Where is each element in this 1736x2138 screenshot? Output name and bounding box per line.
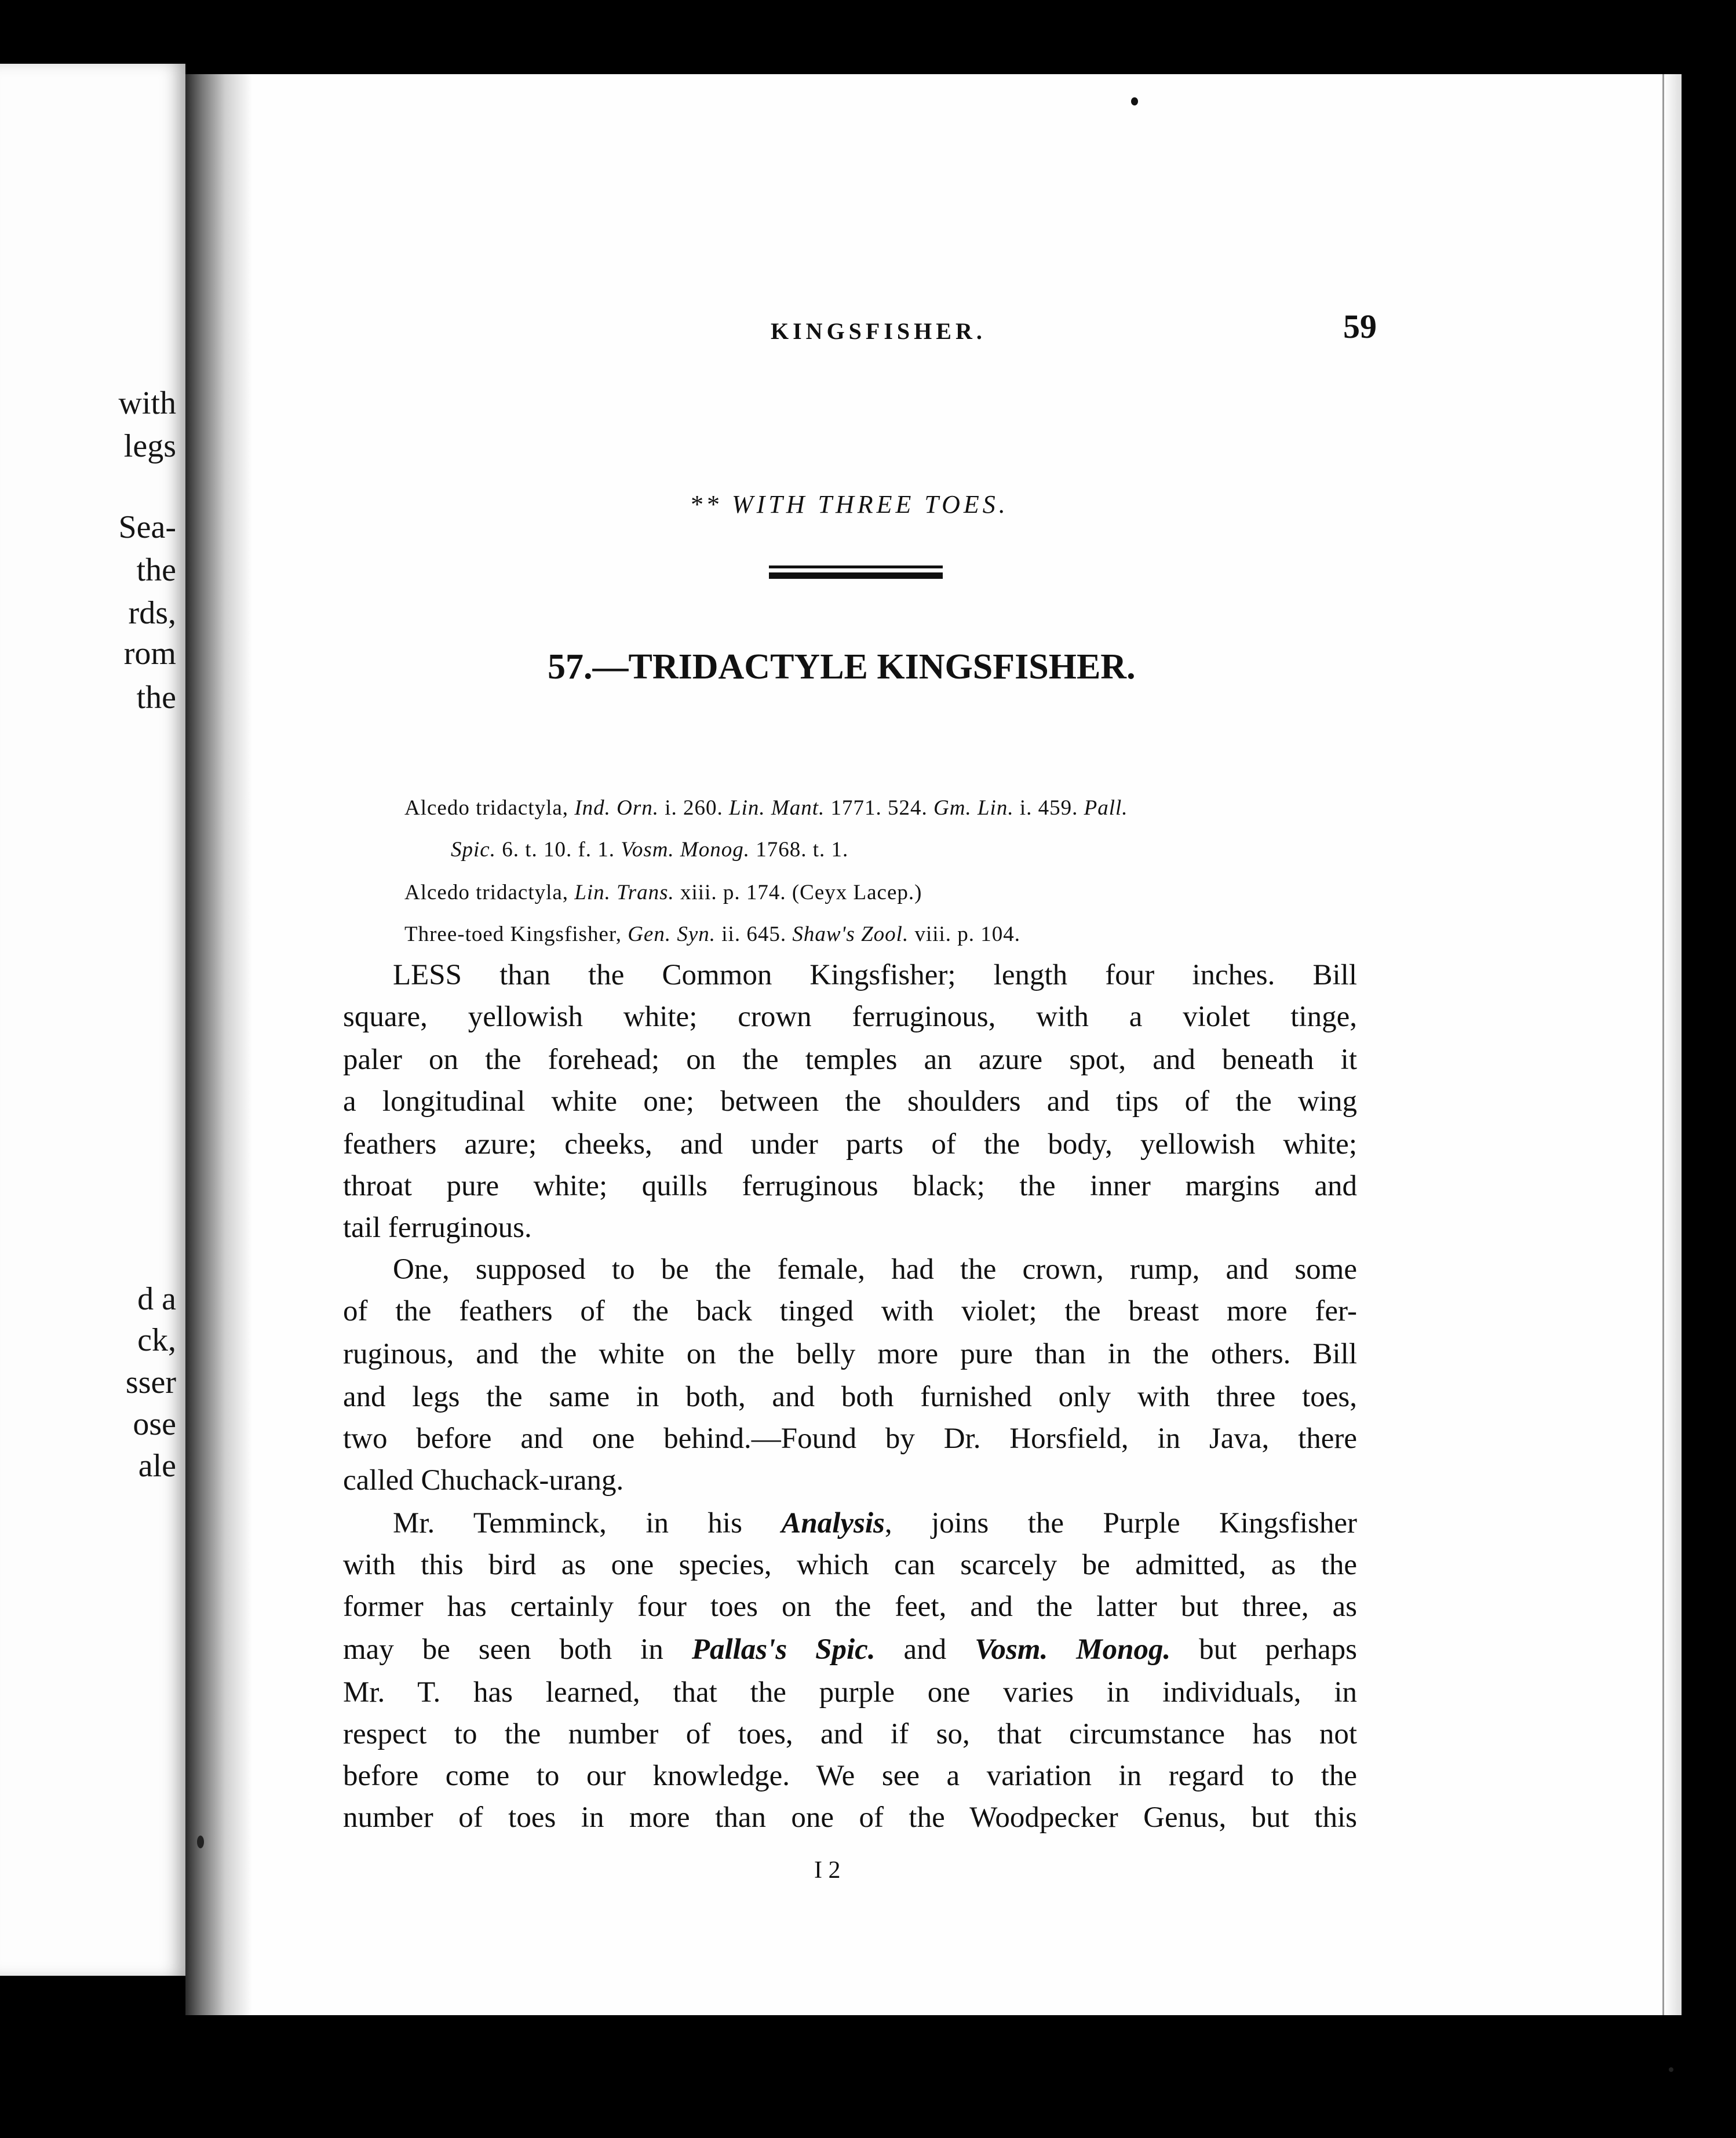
section-heading: ** WITH THREE TOES.: [690, 490, 1009, 519]
text-run: tail ferruginous.: [343, 1212, 532, 1244]
left-page-line: ale: [138, 1448, 176, 1484]
text-run: two before and one behind.—Found by Dr. Horsfield, in Java, there: [343, 1422, 1357, 1455]
text-run: Pall.: [1084, 796, 1128, 820]
gutter-shadow: [185, 74, 252, 2015]
text-run: viii. p. 104.: [909, 922, 1021, 946]
text-run: with this bird as one species, which can scarcely be admitted, as the: [343, 1549, 1357, 1581]
synonymy-line: [404, 882, 922, 903]
text-run: Lin. Trans.: [574, 881, 674, 904]
ornamental-rule-thin: [769, 565, 943, 568]
ornamental-rule-thick: [769, 572, 943, 579]
scan-speck: [197, 1836, 204, 1848]
body-line: [343, 1424, 1357, 1454]
left-page-line: d a: [137, 1281, 176, 1317]
left-facing-page: [0, 64, 185, 1976]
text-run: ruginous, and the white on the belly more pure than in the others. Bill: [343, 1338, 1357, 1370]
text-run: Vosm. Monog.: [975, 1633, 1171, 1666]
body-line: [343, 1720, 1357, 1749]
text-run: xiii. p. 174. (Ceyx Lacep.): [674, 881, 922, 904]
text-run: i. 260.: [659, 796, 730, 820]
scan-speck: [1669, 2067, 1673, 2072]
synonymy-line: [404, 797, 1128, 819]
body-line: [343, 961, 1357, 990]
left-page-line: ck,: [137, 1322, 176, 1358]
book-page: [185, 74, 1682, 2015]
body-line: [343, 1045, 1357, 1075]
text-run: One, supposed to be the female, had the crown, rump, and some: [393, 1253, 1357, 1286]
article-title: 57.—TRIDACTYLE KINGSFISHER.: [548, 647, 1136, 687]
text-run: and legs the same in both, and both furnished only with three toes,: [343, 1381, 1357, 1413]
text-run: Shaw's Zool.: [792, 922, 909, 946]
body-line: [343, 1761, 1357, 1791]
text-run: Gm. Lin.: [933, 796, 1014, 820]
left-page-line: sser: [125, 1364, 176, 1400]
text-run: but perhaps: [1170, 1633, 1358, 1666]
left-page-line: legs: [123, 428, 176, 464]
page-number: 59: [1343, 308, 1377, 345]
text-run: respect to the number of toes, and if so, that circumstance has not: [343, 1718, 1357, 1750]
signature-mark: I 2: [814, 1857, 841, 1884]
text-run: number of toes in more than one of the Woodpecker Genus, but this: [343, 1801, 1357, 1834]
text-run: i. 459.: [1013, 796, 1084, 820]
text-run: paler on the forehead; on the temples an azure spot, and beneath it: [343, 1044, 1357, 1076]
text-run: 1771. 524.: [825, 796, 934, 820]
text-run: before come to our knowledge. We see a variation in regard to the: [343, 1760, 1357, 1792]
text-run: 1768. t. 1.: [750, 838, 849, 862]
page-edge: [1662, 74, 1682, 2015]
body-line: [343, 1002, 1357, 1032]
print-dot: [1131, 97, 1138, 105]
text-run: LESS than the Common Kingsfisher; length four inches. Bill: [393, 959, 1357, 991]
text-run: Alcedo tridactyla,: [404, 881, 575, 904]
left-page-line: the: [136, 680, 176, 716]
body-line: [343, 1297, 1357, 1326]
body-line: [343, 1466, 1357, 1495]
body-line: [343, 1635, 1357, 1665]
left-page-line: with: [118, 385, 176, 421]
body-line: [343, 1803, 1357, 1833]
body-line: [343, 1130, 1357, 1159]
body-line: [343, 1255, 1357, 1285]
text-run: a longitudinal white one; between the shoulders and tips of the wing: [343, 1085, 1357, 1118]
body-line: [343, 1550, 1357, 1580]
text-run: Pallas's Spic.: [691, 1633, 876, 1666]
text-run: 6. t. 10. f. 1.: [495, 838, 621, 862]
synonymy-line: [404, 924, 1020, 945]
text-run: ii. 645.: [716, 922, 793, 946]
text-run: may be seen both in: [343, 1633, 692, 1666]
text-run: feathers azure; cheeks, and under parts of the body, yellowish white;: [343, 1128, 1357, 1161]
body-line: [343, 1678, 1357, 1708]
text-run: Ind. Orn.: [574, 796, 659, 820]
text-run: Spic.: [451, 838, 496, 862]
text-run: Three-toed Kingsfisher,: [404, 922, 628, 946]
body-line: [343, 1087, 1357, 1117]
left-page-line: rds,: [128, 595, 176, 631]
body-line: [343, 1172, 1357, 1201]
body-line: [343, 1213, 1357, 1243]
left-page-line: the: [136, 552, 176, 588]
synonymy-line: [451, 839, 848, 860]
body-line: [343, 1592, 1357, 1622]
running-head: KINGSFISHER.: [771, 318, 986, 344]
left-page-line: ose: [133, 1406, 176, 1442]
text-run: Gen. Syn.: [628, 922, 716, 946]
body-line: [343, 1340, 1357, 1369]
text-run: , joins the Purple Kingsfisher: [884, 1507, 1357, 1539]
body-line: [343, 1509, 1357, 1538]
text-run: throat pure white; quills ferruginous black; the inner margins and: [343, 1170, 1357, 1202]
text-run: Lin. Mant.: [729, 796, 825, 820]
text-run: Alcedo tridactyla,: [404, 796, 575, 820]
text-run: and: [875, 1633, 975, 1666]
left-page-line: rom: [123, 636, 176, 672]
text-run: Vosm. Monog.: [621, 838, 750, 862]
text-run: Analysis: [781, 1507, 885, 1539]
left-page-line: Sea-: [118, 509, 176, 545]
body-line: [343, 1382, 1357, 1412]
text-run: called Chuchack-urang.: [343, 1464, 624, 1497]
text-run: former has certainly four toes on the feet, and the latter but three, as: [343, 1590, 1357, 1623]
text-run: Mr. T. has learned, that the purple one varies in individuals, in: [343, 1676, 1357, 1709]
text-run: Mr. Temminck, in his: [393, 1507, 782, 1539]
text-run: of the feathers of the back tinged with violet; the breast more fer-: [343, 1295, 1357, 1327]
text-run: square, yellowish white; crown ferruginous, with a violet tinge,: [343, 1001, 1357, 1033]
